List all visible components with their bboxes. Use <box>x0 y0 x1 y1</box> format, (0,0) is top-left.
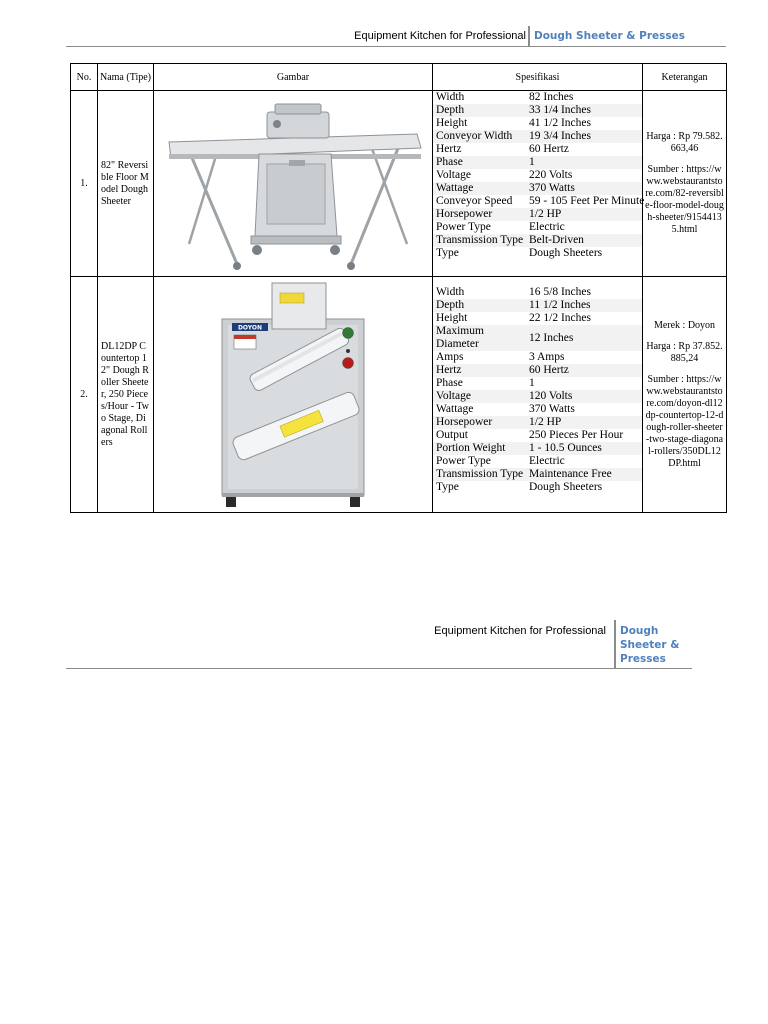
spec-key: Power Type <box>436 455 491 467</box>
spec-key: Hertz <box>436 143 462 155</box>
spec-row <box>433 208 642 221</box>
header-subtitle: Dough Sheeter & Presses <box>534 30 685 42</box>
spec-key: Conveyor Speed <box>436 195 513 207</box>
table-row <box>71 277 727 513</box>
spec-row <box>433 195 642 208</box>
spec-key: Output <box>436 429 468 441</box>
table-row <box>71 91 727 277</box>
spec-value: Electric <box>529 221 565 233</box>
spec-row <box>433 286 642 299</box>
product-name: DL12DP Countertop 12" Dough Roller Sheeter, 250 Pieces/Hour - Two Stage, Diagonal Rollers <box>98 277 154 513</box>
spec-list-body <box>433 91 645 260</box>
spec-row <box>433 325 642 351</box>
page-header <box>66 26 726 47</box>
spec-list-body <box>433 286 642 494</box>
row-number: 2. <box>71 277 98 513</box>
source-text: Sumber : https://www.webstaurantstore.com/doyon-dl12dp-countertop-12-dough-roller-sheeter-two-stage-diagonal-rollers/350DL12DP.html <box>645 373 724 469</box>
spec-row <box>433 156 642 169</box>
product-name: 82" Reversible Floor Model Dough Sheeter <box>98 91 154 277</box>
spec-row <box>433 143 642 156</box>
spec-key: Transmission Type <box>433 468 526 481</box>
col-header-name: Nama (Tipe) <box>98 64 154 91</box>
spec-value: 120 Volts <box>526 390 642 403</box>
notes-cell <box>643 91 727 277</box>
spec-key: Phase <box>436 377 463 389</box>
spec-row <box>433 377 642 390</box>
brand-logo: DOYON <box>237 324 263 331</box>
countertop-dough-roller-image <box>208 279 378 511</box>
spec-value: 60 Hertz <box>526 364 642 377</box>
spec-row <box>433 481 642 494</box>
spec-row <box>433 91 642 104</box>
spec-value: 41 1/2 Inches <box>529 117 591 129</box>
spec-row <box>433 468 642 481</box>
spec-key: Width <box>436 286 465 298</box>
spec-value: 33 1/4 Inches <box>526 104 642 117</box>
spec-row <box>433 429 642 442</box>
spec-key: Conveyor Width <box>433 130 526 143</box>
col-header-image: Gambar <box>154 64 433 91</box>
product-image-cell <box>154 277 433 513</box>
spec-row <box>433 416 642 429</box>
product-image-cell <box>154 91 433 277</box>
spec-key: Height <box>436 117 468 129</box>
spec-value: 370 Watts <box>526 182 642 195</box>
spec-key: Voltage <box>436 169 471 181</box>
header-divider <box>614 620 616 668</box>
source-text: Sumber : https://www.webstaurantstore.com/82-reversible-floor-model-dough-sheeter/91544135.html <box>645 164 724 235</box>
spec-value: 1/2 HP <box>526 208 642 221</box>
spec-key: Maximum Diameter <box>433 325 526 351</box>
spec-value: Electric <box>529 455 565 467</box>
spec-row <box>433 299 642 312</box>
spec-value: Belt-Driven <box>526 234 642 247</box>
spec-row <box>433 130 642 143</box>
col-header-notes: Keterangan <box>643 64 727 91</box>
brand-text: Merek : Doyon <box>653 319 716 331</box>
spec-key: Width <box>436 91 465 103</box>
table-header-row <box>71 64 727 91</box>
spec-key: Type <box>436 247 459 259</box>
spec-row <box>433 312 642 325</box>
spec-key: Hertz <box>433 364 526 377</box>
spec-cell <box>433 277 643 513</box>
spec-key: Amps <box>436 351 464 363</box>
floor-dough-sheeter-image <box>159 94 427 274</box>
spec-row <box>433 403 642 416</box>
spec-row <box>433 364 642 377</box>
col-header-spec: Spesifikasi <box>433 64 643 91</box>
spec-row <box>433 169 642 182</box>
spec-value: 82 Inches <box>529 91 574 103</box>
spec-key: Height <box>436 312 468 324</box>
spec-key: Type <box>436 481 459 493</box>
spec-key: Horsepower <box>433 208 526 221</box>
spec-row <box>433 351 642 364</box>
spec-value: 370 Watts <box>529 403 575 415</box>
price-text: Harga : Rp 37.852.885,24 <box>646 340 723 364</box>
spec-value: 12 Inches <box>526 325 642 351</box>
spec-row <box>433 247 642 260</box>
col-header-no: No. <box>71 64 98 91</box>
spec-value: 1 <box>526 156 642 169</box>
spec-value: Dough Sheeters <box>529 481 603 493</box>
spec-row <box>433 442 642 455</box>
spec-row <box>433 221 642 234</box>
header-title: Equipment Kitchen for Professional <box>354 30 526 42</box>
price-text: Harga : Rp 79.582.663,46 <box>646 131 723 154</box>
spec-value: Dough Sheeters <box>529 247 603 259</box>
spec-list <box>433 91 645 260</box>
spec-key: Wattage <box>436 403 474 415</box>
spec-value: 19 3/4 Inches <box>526 130 642 143</box>
spec-value: 16 5/8 Inches <box>529 286 591 298</box>
spec-list <box>433 286 642 494</box>
spec-key: Depth <box>433 104 526 117</box>
header-subtitle: Dough Sheeter & Presses <box>620 625 680 665</box>
spec-key: Horsepower <box>433 416 526 429</box>
spec-value: 11 1/2 Inches <box>526 299 642 312</box>
spec-key: Phase <box>433 156 526 169</box>
spec-row <box>433 234 642 247</box>
equipment-table <box>70 63 727 513</box>
spec-row <box>433 455 642 468</box>
page-header-next <box>66 620 692 669</box>
spec-cell <box>433 91 643 277</box>
spec-value: 59 - 105 Feet Per Minute <box>529 195 645 207</box>
spec-value: 1/2 HP <box>526 416 642 429</box>
header-divider <box>528 26 530 46</box>
row-number: 1. <box>71 91 98 277</box>
spec-value: 220 Volts <box>529 169 573 181</box>
spec-key: Power Type <box>436 221 491 233</box>
spec-key: Transmission Type <box>433 234 526 247</box>
spec-key: Wattage <box>433 182 526 195</box>
spec-key: Depth <box>433 299 526 312</box>
spec-row <box>433 117 642 130</box>
spec-value: Maintenance Free <box>526 468 642 481</box>
spec-row <box>433 390 642 403</box>
spec-value: 1 <box>529 377 535 389</box>
spec-value: 22 1/2 Inches <box>529 312 591 324</box>
spec-value: 60 Hertz <box>529 143 569 155</box>
notes-cell <box>643 277 727 513</box>
spec-value: 250 Pieces Per Hour <box>529 429 624 441</box>
spec-key: Voltage <box>433 390 526 403</box>
spec-row <box>433 104 642 117</box>
spec-value: 3 Amps <box>529 351 565 363</box>
spec-key: Portion Weight <box>433 442 526 455</box>
spec-row <box>433 182 642 195</box>
header-title: Equipment Kitchen for Professional <box>434 625 606 637</box>
spec-value: 1 - 10.5 Ounces <box>526 442 642 455</box>
